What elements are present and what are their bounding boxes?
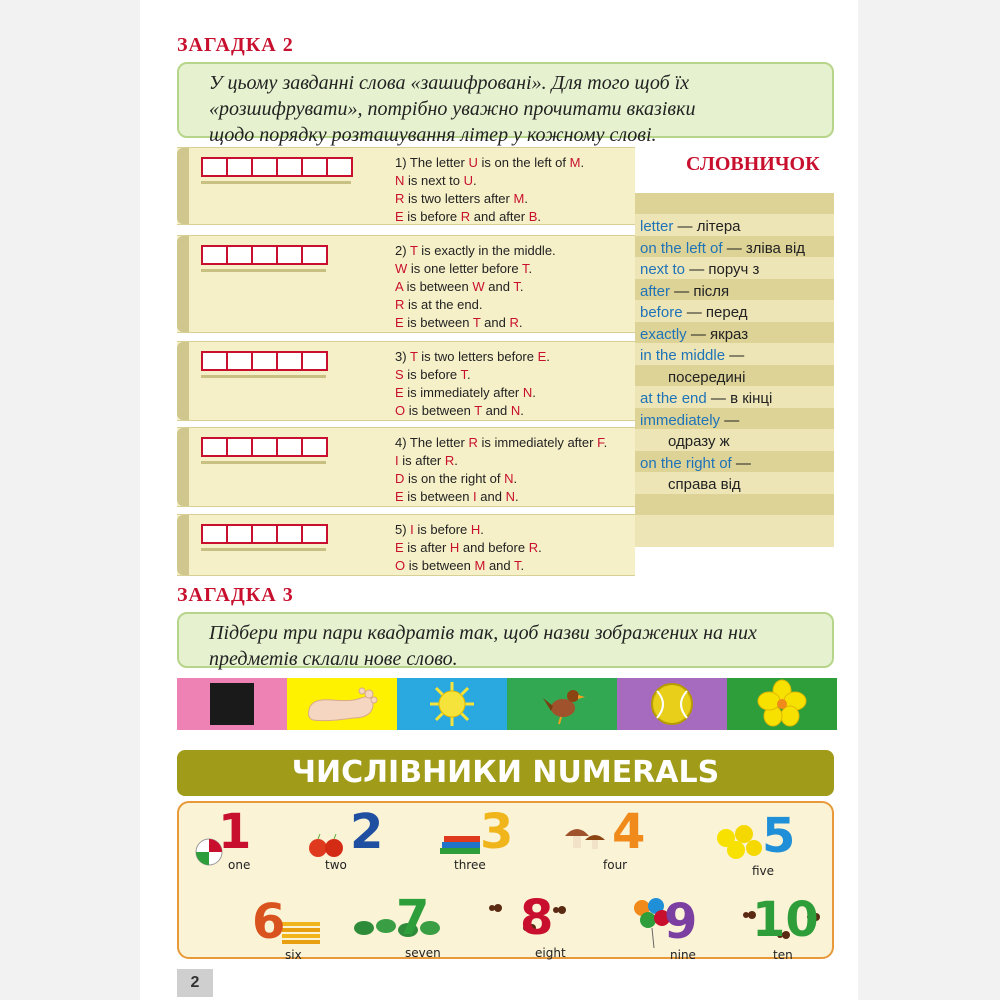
dictionary-entry: on the left of — зліва від [640, 239, 806, 257]
dictionary-entry: letter — літера [640, 218, 741, 235]
puzzle-bar [177, 342, 189, 420]
clue-line: 5) I is before H. [395, 522, 484, 537]
numeral-word: one [228, 858, 251, 872]
numeral-word: eight [535, 946, 566, 960]
letter-box[interactable] [276, 157, 303, 177]
clue-line: E is immediately after N. [395, 385, 536, 400]
numeral-nine: 9 [664, 894, 698, 950]
numeral-word: nine [670, 948, 696, 962]
clue-line: E is between T and R. [395, 315, 523, 330]
clue-line: E is after H and before R. [395, 540, 542, 555]
dictionary-entries [640, 216, 805, 496]
sun-icon [397, 678, 507, 730]
dictionary-entry: immediately — [640, 411, 740, 429]
clue-line: N is next to U. [395, 173, 477, 188]
clue-line: W is one letter before T. [395, 261, 533, 276]
dictionary-entry: before — перед [640, 304, 748, 321]
black-square-icon [177, 678, 287, 730]
dictionary-entry: exactly — якраз [640, 325, 749, 343]
flower-icon [727, 678, 837, 730]
letter-box[interactable] [201, 524, 228, 544]
letter-box[interactable] [201, 351, 228, 371]
numeral-word: ten [773, 948, 793, 962]
clue-line: 3) T is two letters before E. [395, 349, 550, 364]
clue-line: A is between W and T. [395, 279, 524, 294]
clue-line: R is at the end. [395, 297, 483, 312]
dictionary-entry: at the end — в кінці [640, 390, 773, 407]
dictionary-entry-cont: справа від [668, 476, 741, 493]
instruction-line: У цьому завданні слова «зашифровані». Для того щоб їх [209, 72, 690, 94]
dictionary-stripe [635, 494, 834, 515]
dictionary-panel [635, 193, 834, 547]
clue-line: S is before T. [395, 367, 471, 382]
letter-box[interactable] [301, 524, 328, 544]
dictionary-entry: on the right of — [640, 454, 751, 472]
clue-text [395, 434, 607, 506]
letter-box[interactable] [226, 524, 253, 544]
bird-icon [507, 678, 617, 730]
letter-boxes [201, 245, 326, 272]
numeral-two: 2 [350, 804, 384, 860]
numeral-word: six [285, 948, 302, 962]
clue-line: 2) T is exactly in the middle. [395, 243, 556, 258]
letter-box[interactable] [276, 351, 303, 371]
square-sun[interactable] [397, 678, 507, 730]
dictionary-stripe [635, 193, 834, 214]
numeral-seven: 7 [396, 890, 430, 946]
clue-line: E is between I and N. [395, 489, 519, 504]
letter-box[interactable] [276, 245, 303, 265]
numeral-word: three [454, 858, 486, 872]
puzzle-4 [177, 427, 635, 507]
letter-box[interactable] [251, 524, 278, 544]
clue-text [395, 348, 550, 420]
clue-text [395, 154, 584, 226]
letter-box[interactable] [201, 245, 228, 265]
letter-box[interactable] [226, 157, 253, 177]
numeral-eight: 8 [520, 890, 554, 946]
letter-box[interactable] [251, 351, 278, 371]
dictionary-title: СЛОВНИЧОК [686, 153, 820, 175]
square-black[interactable] [177, 678, 287, 730]
picture-squares [177, 678, 834, 730]
puzzle-bar [177, 148, 189, 224]
letter-box[interactable] [301, 245, 328, 265]
instruction-line: предметів склали нове слово. [209, 648, 458, 670]
square-ball[interactable] [617, 678, 727, 730]
puzzle-5 [177, 514, 635, 576]
letter-box[interactable] [201, 437, 228, 457]
numeral-word: four [603, 858, 628, 872]
riddle3-instruction [177, 612, 834, 668]
letter-box[interactable] [326, 157, 353, 177]
clue-line: E is before R and after B. [395, 209, 541, 224]
letter-box[interactable] [276, 437, 303, 457]
numeral-word: five [752, 864, 775, 878]
letter-boxes [201, 157, 351, 184]
foot-icon [287, 678, 397, 730]
clue-line: 1) The letter U is on the left of M. [395, 155, 585, 170]
puzzle-3 [177, 341, 635, 421]
numeral-six: 6 [252, 894, 286, 950]
letter-box[interactable] [276, 524, 303, 544]
clue-line: R is two letters after M. [395, 191, 528, 206]
puzzle-bar [177, 428, 189, 506]
letter-boxes [201, 524, 326, 551]
puzzle-2 [177, 235, 635, 333]
puzzle-bar [177, 236, 189, 332]
letter-box[interactable] [226, 245, 253, 265]
numeral-word: two [325, 858, 347, 872]
letter-box[interactable] [226, 437, 253, 457]
numeral-five: 5 [762, 808, 796, 864]
instruction-line: «розшифрувати», потрібно уважно прочитати вказівки [209, 98, 696, 120]
letter-box[interactable] [226, 351, 253, 371]
letter-boxes [201, 437, 326, 464]
instruction-line: щодо порядку розташування літер у кожному слові. [209, 124, 657, 146]
numeral-three: 3 [480, 804, 514, 860]
letter-box[interactable] [201, 157, 228, 177]
riddle2-heading: ЗАГАДКА 2 [177, 34, 294, 56]
letter-box[interactable] [251, 437, 278, 457]
clue-line: O is between M and T. [395, 558, 525, 573]
page-number: 2 [177, 969, 213, 997]
riddle3-heading: ЗАГАДКА 3 [177, 584, 294, 606]
square-foot[interactable] [287, 678, 397, 730]
clue-line: D is on the right of N. [395, 471, 518, 486]
ball-icon [617, 678, 727, 730]
clue-line: 4) The letter R is immediately after F. [395, 435, 608, 450]
letter-boxes [201, 351, 326, 378]
dictionary-entry: after — після [640, 282, 730, 300]
dictionary-entry: in the middle — [640, 347, 745, 364]
numerals-banner: ЧИСЛІВНИКИ NUMERALS [177, 750, 834, 796]
square-bird[interactable] [507, 678, 617, 730]
clue-text [395, 521, 542, 575]
numeral-word: seven [405, 946, 441, 960]
puzzle-bar [177, 515, 189, 575]
numeral-ten: 10 [752, 892, 819, 948]
letter-box[interactable] [251, 157, 278, 177]
numeral-one: 1 [218, 804, 252, 860]
letter-box[interactable] [251, 245, 278, 265]
riddle2-instruction [177, 62, 834, 146]
numeral-four: 4 [612, 804, 646, 860]
square-flower[interactable] [727, 678, 837, 730]
dictionary-entry: next to — поруч з [640, 261, 760, 278]
letter-box[interactable] [301, 351, 328, 371]
letter-box[interactable] [301, 157, 328, 177]
clue-line: I is after R. [395, 453, 458, 468]
dictionary-entry-cont: одразу ж [668, 433, 730, 450]
clue-line: O is between T and N. [395, 403, 524, 418]
puzzle-1 [177, 147, 635, 225]
letter-box[interactable] [301, 437, 328, 457]
instruction-line: Підбери три пари квадратів так, щоб назви зображених на них [209, 622, 757, 644]
clue-text [395, 242, 556, 332]
dictionary-entry-cont: посередині [668, 368, 746, 386]
